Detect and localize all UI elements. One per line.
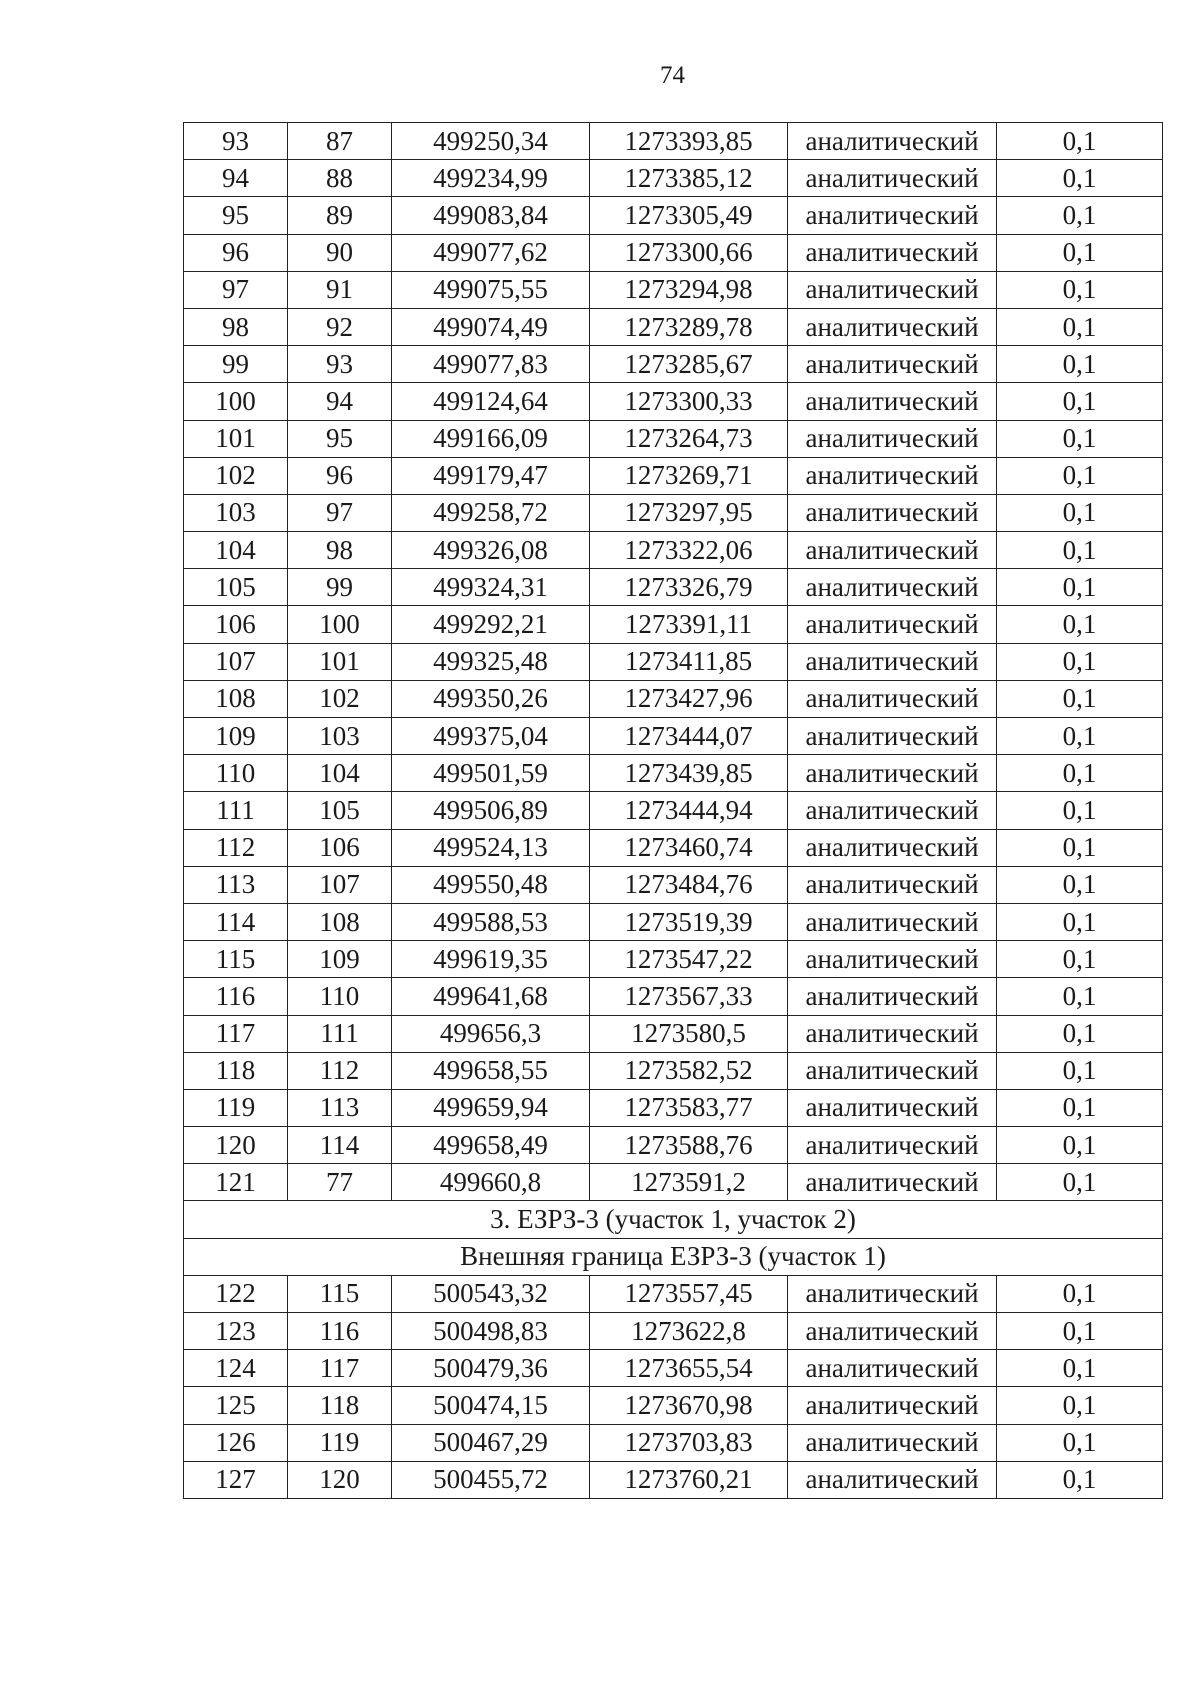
x-coordinate-cell: 500467,29	[392, 1424, 590, 1461]
method-cell: аналитический	[788, 606, 997, 643]
method-cell: аналитический	[788, 941, 997, 978]
boundary-point-cell: 97	[288, 494, 392, 531]
y-coordinate-cell: 1273294,98	[590, 271, 788, 308]
table-row	[184, 1275, 1163, 1312]
point-number-cell: 125	[184, 1387, 288, 1424]
precision-cell: 0,1	[997, 1127, 1163, 1164]
y-coordinate-cell: 1273322,06	[590, 532, 788, 569]
boundary-point-cell: 90	[288, 234, 392, 271]
y-coordinate-cell: 1273300,66	[590, 234, 788, 271]
method-cell: аналитический	[788, 1164, 997, 1201]
boundary-point-cell: 95	[288, 420, 392, 457]
table-row	[184, 718, 1163, 755]
boundary-point-cell: 93	[288, 346, 392, 383]
method-cell: аналитический	[788, 1015, 997, 1052]
y-coordinate-cell: 1273557,45	[590, 1275, 788, 1312]
section-heading-row	[184, 1238, 1163, 1275]
y-coordinate-cell: 1273305,49	[590, 197, 788, 234]
y-coordinate-cell: 1273269,71	[590, 457, 788, 494]
boundary-point-cell: 120	[288, 1461, 392, 1498]
point-number-cell: 120	[184, 1127, 288, 1164]
y-coordinate-cell: 1273547,22	[590, 941, 788, 978]
x-coordinate-cell: 499550,48	[392, 866, 590, 903]
table-row	[184, 1350, 1163, 1387]
method-cell: аналитический	[788, 197, 997, 234]
x-coordinate-cell: 499325,48	[392, 643, 590, 680]
precision-cell: 0,1	[997, 234, 1163, 271]
table-row	[184, 643, 1163, 680]
x-coordinate-cell: 499350,26	[392, 680, 590, 717]
table-row	[184, 1313, 1163, 1350]
point-number-cell: 122	[184, 1275, 288, 1312]
boundary-point-cell: 103	[288, 718, 392, 755]
precision-cell: 0,1	[997, 1387, 1163, 1424]
method-cell: аналитический	[788, 829, 997, 866]
y-coordinate-cell: 1273484,76	[590, 866, 788, 903]
precision-cell: 0,1	[997, 383, 1163, 420]
table-row	[184, 1127, 1163, 1164]
point-number-cell: 97	[184, 271, 288, 308]
method-cell: аналитический	[788, 718, 997, 755]
x-coordinate-cell: 499658,55	[392, 1052, 590, 1089]
precision-cell: 0,1	[997, 271, 1163, 308]
table-row	[184, 1015, 1163, 1052]
section-heading-row	[184, 1201, 1163, 1238]
x-coordinate-cell: 499250,34	[392, 123, 590, 160]
point-number-cell: 101	[184, 420, 288, 457]
method-cell: аналитический	[788, 457, 997, 494]
method-cell: аналитический	[788, 1313, 997, 1350]
table-row	[184, 829, 1163, 866]
precision-cell: 0,1	[997, 1164, 1163, 1201]
x-coordinate-cell: 499506,89	[392, 792, 590, 829]
table-row	[184, 346, 1163, 383]
method-cell: аналитический	[788, 383, 997, 420]
point-number-cell: 108	[184, 680, 288, 717]
table-row	[184, 755, 1163, 792]
method-cell: аналитический	[788, 234, 997, 271]
method-cell: аналитический	[788, 1350, 997, 1387]
x-coordinate-cell: 499659,94	[392, 1089, 590, 1126]
y-coordinate-cell: 1273519,39	[590, 903, 788, 940]
precision-cell: 0,1	[997, 718, 1163, 755]
table-row	[184, 420, 1163, 457]
boundary-point-cell: 114	[288, 1127, 392, 1164]
method-cell: аналитический	[788, 1461, 997, 1498]
precision-cell: 0,1	[997, 457, 1163, 494]
boundary-point-cell: 102	[288, 680, 392, 717]
precision-cell: 0,1	[997, 1424, 1163, 1461]
precision-cell: 0,1	[997, 532, 1163, 569]
y-coordinate-cell: 1273264,73	[590, 420, 788, 457]
y-coordinate-cell: 1273285,67	[590, 346, 788, 383]
y-coordinate-cell: 1273567,33	[590, 978, 788, 1015]
table-row	[184, 160, 1163, 197]
method-cell: аналитический	[788, 755, 997, 792]
y-coordinate-cell: 1273591,2	[590, 1164, 788, 1201]
x-coordinate-cell: 499258,72	[392, 494, 590, 531]
method-cell: аналитический	[788, 1387, 997, 1424]
y-coordinate-cell: 1273670,98	[590, 1387, 788, 1424]
point-number-cell: 124	[184, 1350, 288, 1387]
precision-cell: 0,1	[997, 978, 1163, 1015]
y-coordinate-cell: 1273582,52	[590, 1052, 788, 1089]
method-cell: аналитический	[788, 643, 997, 680]
point-number-cell: 112	[184, 829, 288, 866]
method-cell: аналитический	[788, 532, 997, 569]
y-coordinate-cell: 1273583,77	[590, 1089, 788, 1126]
boundary-point-cell: 100	[288, 606, 392, 643]
table-row	[184, 792, 1163, 829]
x-coordinate-cell: 500498,83	[392, 1313, 590, 1350]
precision-cell: 0,1	[997, 755, 1163, 792]
y-coordinate-cell: 1273297,95	[590, 494, 788, 531]
x-coordinate-cell: 499074,49	[392, 308, 590, 345]
method-cell: аналитический	[788, 346, 997, 383]
x-coordinate-cell: 499656,3	[392, 1015, 590, 1052]
table-row	[184, 606, 1163, 643]
x-coordinate-cell: 499077,83	[392, 346, 590, 383]
x-coordinate-cell: 499124,64	[392, 383, 590, 420]
boundary-point-cell: 104	[288, 755, 392, 792]
method-cell: аналитический	[788, 420, 997, 457]
boundary-point-cell: 92	[288, 308, 392, 345]
precision-cell: 0,1	[997, 829, 1163, 866]
section-heading: Внешняя граница ЕЗРЗ-3 (участок 1)	[184, 1238, 1163, 1275]
y-coordinate-cell: 1273622,8	[590, 1313, 788, 1350]
point-number-cell: 116	[184, 978, 288, 1015]
y-coordinate-cell: 1273460,74	[590, 829, 788, 866]
y-coordinate-cell: 1273580,5	[590, 1015, 788, 1052]
precision-cell: 0,1	[997, 903, 1163, 940]
precision-cell: 0,1	[997, 123, 1163, 160]
point-number-cell: 127	[184, 1461, 288, 1498]
x-coordinate-cell: 499641,68	[392, 978, 590, 1015]
table-row	[184, 494, 1163, 531]
point-number-cell: 109	[184, 718, 288, 755]
boundary-point-cell: 77	[288, 1164, 392, 1201]
y-coordinate-cell: 1273391,11	[590, 606, 788, 643]
point-number-cell: 95	[184, 197, 288, 234]
y-coordinate-cell: 1273588,76	[590, 1127, 788, 1164]
point-number-cell: 126	[184, 1424, 288, 1461]
table-row	[184, 1387, 1163, 1424]
point-number-cell: 96	[184, 234, 288, 271]
y-coordinate-cell: 1273655,54	[590, 1350, 788, 1387]
point-number-cell: 106	[184, 606, 288, 643]
boundary-point-cell: 94	[288, 383, 392, 420]
method-cell: аналитический	[788, 1127, 997, 1164]
method-cell: аналитический	[788, 1424, 997, 1461]
method-cell: аналитический	[788, 160, 997, 197]
method-cell: аналитический	[788, 308, 997, 345]
precision-cell: 0,1	[997, 1015, 1163, 1052]
table-row	[184, 903, 1163, 940]
point-number-cell: 111	[184, 792, 288, 829]
table-row	[184, 123, 1163, 160]
x-coordinate-cell: 500479,36	[392, 1350, 590, 1387]
table-row	[184, 308, 1163, 345]
method-cell: аналитический	[788, 494, 997, 531]
method-cell: аналитический	[788, 123, 997, 160]
point-number-cell: 123	[184, 1313, 288, 1350]
table-row	[184, 1164, 1163, 1201]
precision-cell: 0,1	[997, 606, 1163, 643]
table-row	[184, 1052, 1163, 1089]
point-number-cell: 103	[184, 494, 288, 531]
boundary-point-cell: 87	[288, 123, 392, 160]
x-coordinate-cell: 499501,59	[392, 755, 590, 792]
point-number-cell: 115	[184, 941, 288, 978]
point-number-cell: 107	[184, 643, 288, 680]
precision-cell: 0,1	[997, 680, 1163, 717]
precision-cell: 0,1	[997, 643, 1163, 680]
precision-cell: 0,1	[997, 420, 1163, 457]
boundary-point-cell: 91	[288, 271, 392, 308]
table-row	[184, 457, 1163, 494]
x-coordinate-cell: 499234,99	[392, 160, 590, 197]
boundary-point-cell: 118	[288, 1387, 392, 1424]
boundary-point-cell: 115	[288, 1275, 392, 1312]
x-coordinate-cell: 500455,72	[392, 1461, 590, 1498]
precision-cell: 0,1	[997, 1313, 1163, 1350]
coordinates-table-body	[184, 123, 1163, 1499]
y-coordinate-cell: 1273760,21	[590, 1461, 788, 1498]
precision-cell: 0,1	[997, 569, 1163, 606]
x-coordinate-cell: 499619,35	[392, 941, 590, 978]
precision-cell: 0,1	[997, 941, 1163, 978]
point-number-cell: 104	[184, 532, 288, 569]
precision-cell: 0,1	[997, 792, 1163, 829]
table-row	[184, 680, 1163, 717]
precision-cell: 0,1	[997, 1461, 1163, 1498]
x-coordinate-cell: 499660,8	[392, 1164, 590, 1201]
boundary-point-cell: 98	[288, 532, 392, 569]
precision-cell: 0,1	[997, 160, 1163, 197]
boundary-point-cell: 119	[288, 1424, 392, 1461]
y-coordinate-cell: 1273393,85	[590, 123, 788, 160]
table-row	[184, 532, 1163, 569]
y-coordinate-cell: 1273411,85	[590, 643, 788, 680]
method-cell: аналитический	[788, 1275, 997, 1312]
y-coordinate-cell: 1273427,96	[590, 680, 788, 717]
point-number-cell: 100	[184, 383, 288, 420]
boundary-point-cell: 117	[288, 1350, 392, 1387]
boundary-point-cell: 110	[288, 978, 392, 1015]
boundary-point-cell: 88	[288, 160, 392, 197]
y-coordinate-cell: 1273444,94	[590, 792, 788, 829]
y-coordinate-cell: 1273289,78	[590, 308, 788, 345]
boundary-point-cell: 105	[288, 792, 392, 829]
page-number: 74	[660, 62, 685, 89]
x-coordinate-cell: 499658,49	[392, 1127, 590, 1164]
section-heading: 3. ЕЗРЗ-3 (участок 1, участок 2)	[184, 1201, 1163, 1238]
point-number-cell: 114	[184, 903, 288, 940]
boundary-point-cell: 99	[288, 569, 392, 606]
method-cell: аналитический	[788, 903, 997, 940]
table-row	[184, 569, 1163, 606]
x-coordinate-cell: 499326,08	[392, 532, 590, 569]
point-number-cell: 119	[184, 1089, 288, 1126]
boundary-point-cell: 107	[288, 866, 392, 903]
x-coordinate-cell: 499375,04	[392, 718, 590, 755]
x-coordinate-cell: 499077,62	[392, 234, 590, 271]
y-coordinate-cell: 1273300,33	[590, 383, 788, 420]
x-coordinate-cell: 499083,84	[392, 197, 590, 234]
boundary-point-cell: 89	[288, 197, 392, 234]
point-number-cell: 94	[184, 160, 288, 197]
precision-cell: 0,1	[997, 1350, 1163, 1387]
point-number-cell: 98	[184, 308, 288, 345]
boundary-point-cell: 111	[288, 1015, 392, 1052]
table-row	[184, 383, 1163, 420]
y-coordinate-cell: 1273703,83	[590, 1424, 788, 1461]
table-row	[184, 1424, 1163, 1461]
precision-cell: 0,1	[997, 197, 1163, 234]
point-number-cell: 93	[184, 123, 288, 160]
x-coordinate-cell: 499324,31	[392, 569, 590, 606]
table-row	[184, 978, 1163, 1015]
y-coordinate-cell: 1273439,85	[590, 755, 788, 792]
precision-cell: 0,1	[997, 346, 1163, 383]
table-row	[184, 197, 1163, 234]
method-cell: аналитический	[788, 271, 997, 308]
x-coordinate-cell: 499588,53	[392, 903, 590, 940]
precision-cell: 0,1	[997, 494, 1163, 531]
precision-cell: 0,1	[997, 866, 1163, 903]
boundary-point-cell: 108	[288, 903, 392, 940]
method-cell: аналитический	[788, 792, 997, 829]
method-cell: аналитический	[788, 1089, 997, 1126]
table-row	[184, 234, 1163, 271]
x-coordinate-cell: 500543,32	[392, 1275, 590, 1312]
table-row	[184, 1089, 1163, 1126]
table-row	[184, 866, 1163, 903]
table-row	[184, 941, 1163, 978]
x-coordinate-cell: 500474,15	[392, 1387, 590, 1424]
boundary-point-cell: 113	[288, 1089, 392, 1126]
point-number-cell: 113	[184, 866, 288, 903]
boundary-point-cell: 112	[288, 1052, 392, 1089]
precision-cell: 0,1	[997, 1052, 1163, 1089]
point-number-cell: 102	[184, 457, 288, 494]
coordinates-table	[183, 122, 1163, 1499]
method-cell: аналитический	[788, 978, 997, 1015]
method-cell: аналитический	[788, 866, 997, 903]
table-row	[184, 271, 1163, 308]
x-coordinate-cell: 499179,47	[392, 457, 590, 494]
point-number-cell: 118	[184, 1052, 288, 1089]
y-coordinate-cell: 1273385,12	[590, 160, 788, 197]
x-coordinate-cell: 499524,13	[392, 829, 590, 866]
boundary-point-cell: 116	[288, 1313, 392, 1350]
method-cell: аналитический	[788, 1052, 997, 1089]
boundary-point-cell: 109	[288, 941, 392, 978]
boundary-point-cell: 96	[288, 457, 392, 494]
point-number-cell: 121	[184, 1164, 288, 1201]
y-coordinate-cell: 1273326,79	[590, 569, 788, 606]
x-coordinate-cell: 499292,21	[392, 606, 590, 643]
x-coordinate-cell: 499075,55	[392, 271, 590, 308]
x-coordinate-cell: 499166,09	[392, 420, 590, 457]
boundary-point-cell: 101	[288, 643, 392, 680]
point-number-cell: 110	[184, 755, 288, 792]
point-number-cell: 105	[184, 569, 288, 606]
method-cell: аналитический	[788, 680, 997, 717]
precision-cell: 0,1	[997, 1275, 1163, 1312]
point-number-cell: 99	[184, 346, 288, 383]
precision-cell: 0,1	[997, 1089, 1163, 1126]
y-coordinate-cell: 1273444,07	[590, 718, 788, 755]
boundary-point-cell: 106	[288, 829, 392, 866]
precision-cell: 0,1	[997, 308, 1163, 345]
table-row	[184, 1461, 1163, 1498]
point-number-cell: 117	[184, 1015, 288, 1052]
method-cell: аналитический	[788, 569, 997, 606]
